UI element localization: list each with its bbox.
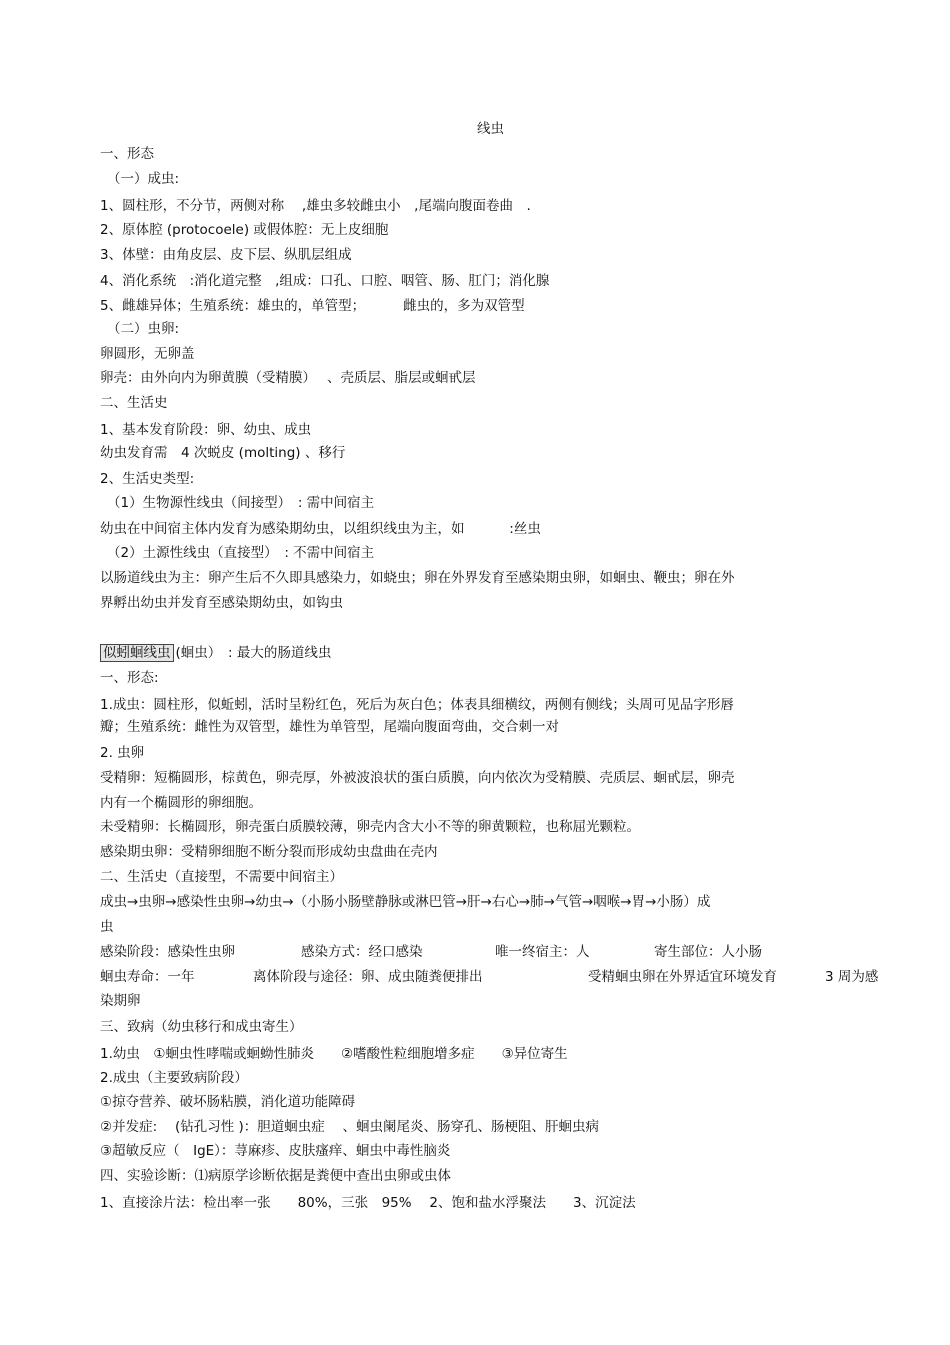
text-line: 卵圆形，无卵盖 [100, 346, 195, 362]
text-line: 以肠道线虫为主：卵产生后不久即具感染力，如蛲虫；卵在外界发育至感染期虫卵，如蛔虫、鞭虫；卵在外 [100, 570, 735, 586]
text-line: 1、直接涂片法：检出率一张 80%，三张 95% 2、饱和盐水浮聚法 3、沉淀法 [100, 1195, 636, 1211]
text-line: 2、生活史类型: [100, 471, 195, 487]
text-cell: 3 周为感 [825, 969, 879, 985]
text-line: 未受精卵：长椭圆形，卵壳蛋白质膜较薄，卵壳内含大小不等的卵黄颗粒，也称屈光颗粒。 [100, 819, 640, 835]
text-line: 幼虫在中间宿主体内发育为感染期幼虫，以组织线虫为主，如 :丝虫 [100, 521, 541, 537]
text-cell: 唯一终宿主：人 [495, 944, 590, 960]
text-line: 界孵出幼虫并发育至感染期幼虫，如钩虫 [100, 595, 343, 611]
text-line: ②并发症: (钻孔习性 )：胆道蛔虫症 、蛔虫阑尾炎、肠穿孔、肠梗阻、肝蛔虫病 [100, 1119, 600, 1135]
ascaris-title-line [100, 644, 331, 662]
text-cell: 蛔虫寿命：一年 [100, 969, 195, 985]
section-heading-diagnosis: 四、实验诊断：⑴病原学诊断依据是粪便中查出虫卵或虫体 [100, 1168, 451, 1184]
text-line: 染期卵 [100, 993, 141, 1009]
text-line: 虫 [100, 919, 114, 935]
text-line: 2、原体腔 (protocoele) 或假体腔：无上皮细胞 [100, 222, 389, 238]
section-heading-life-history: 二、生活史（直接型，不需要中间宿主） [100, 869, 343, 885]
text-line: ③超敏反应（ IgE）：荨麻疹、皮肤瘙痒、蛔虫中毒性脑炎 [100, 1143, 451, 1159]
text-line: 幼虫发育需 4 次蜕皮 (molting) 、移行 [100, 445, 346, 461]
ascaris-title-rest: (蛔虫） : 最大的肠道线虫 [175, 645, 332, 661]
section-heading-pathogenesis: 三、致病（幼虫移行和成虫寄生） [100, 1019, 303, 1035]
text-line: 瓣；生殖系统：雌性为双管型，雄性为单管型，尾端向腹面弯曲，交合刺一对 [100, 719, 559, 735]
section-heading-morphology: 一、形态: [100, 670, 159, 686]
text-line: 感染期虫卵：受精卵细胞不断分裂而形成幼虫盘曲在壳内 [100, 844, 438, 860]
text-line: ①掠夺营养、破坏肠粘膜，消化道功能障碍 [100, 1094, 356, 1110]
text-line: 卵壳：由外向内为卵黄膜（受精膜） 、壳质层、脂层或蛔甙层 [100, 370, 476, 386]
text-line: （1）生物源性线虫（间接型） : 需中间宿主 [107, 495, 375, 511]
text-line: 4、消化系统 :消化道完整 ,组成：口孔、口腔、咽管、肠、肛门；消化腺 [100, 273, 550, 289]
subheading-adult: （一）成虫: [107, 171, 180, 187]
text-line: 1.成虫：圆柱形，似蚯蚓，活时呈粉红色，死后为灰白色；体表具细横纹，两侧有侧线；头周可见品字形唇 [100, 697, 734, 713]
subheading-egg: （二）虫卵: [107, 321, 180, 337]
text-line: 受精卵：短椭圆形，棕黄色，卵壳厚，外被波浪状的蛋白质膜，向内依次为受精膜、壳质层、蛔甙层，卵壳 [100, 770, 735, 786]
text-line: （2）土源性线虫（直接型） : 不需中间宿主 [107, 545, 375, 561]
text-cell: 受精蛔虫卵在外界适宜环境发育 [588, 969, 777, 985]
text-line: 1、基本发育阶段：卵、幼虫、成虫 [100, 422, 312, 438]
text-cell: 寄生部位：人小肠 [654, 944, 762, 960]
text-cell: 离体阶段与途径：卵、成虫随粪便排出 [253, 969, 483, 985]
text-line: 2.成虫（主要致病阶段） [100, 1070, 248, 1086]
text-line: 内有一个椭圆形的卵细胞。 [100, 795, 262, 811]
section-heading-life-history: 二、生活史 [100, 395, 168, 411]
document-title: 线虫 [477, 121, 504, 137]
text-cell: 感染方式：经口感染 [301, 944, 423, 960]
text-cell: 感染阶段：感染性虫卵 [100, 944, 235, 960]
ascaris-name-highlight: 似蚓蛔线虫 [100, 644, 174, 662]
text-line: 5、雌雄异体；生殖系统：雄虫的，单管型； 雌虫的，多为双管型 [100, 298, 525, 314]
text-line: 1.幼虫 ①蛔虫性哮喘或蛔蚴性肺炎 ②嗜酸性粒细胞增多症 ③异位寄生 [100, 1046, 568, 1062]
text-line: 2. 虫卵 [100, 745, 145, 761]
section-heading-morphology: 一、形态 [100, 146, 154, 162]
text-line: 3、体壁：由角皮层、皮下层、纵肌层组成 [100, 247, 352, 263]
text-line: 1、圆柱形，不分节，两侧对称 ,雄虫多较雌虫小 ,尾端向腹面卷曲 . [100, 198, 531, 214]
text-line: 成虫→虫卵→感染性虫卵→幼虫→（小肠小肠壁静脉或淋巴管→肝→右心→肺→气管→咽喉→胃→小肠）成 [100, 894, 711, 910]
